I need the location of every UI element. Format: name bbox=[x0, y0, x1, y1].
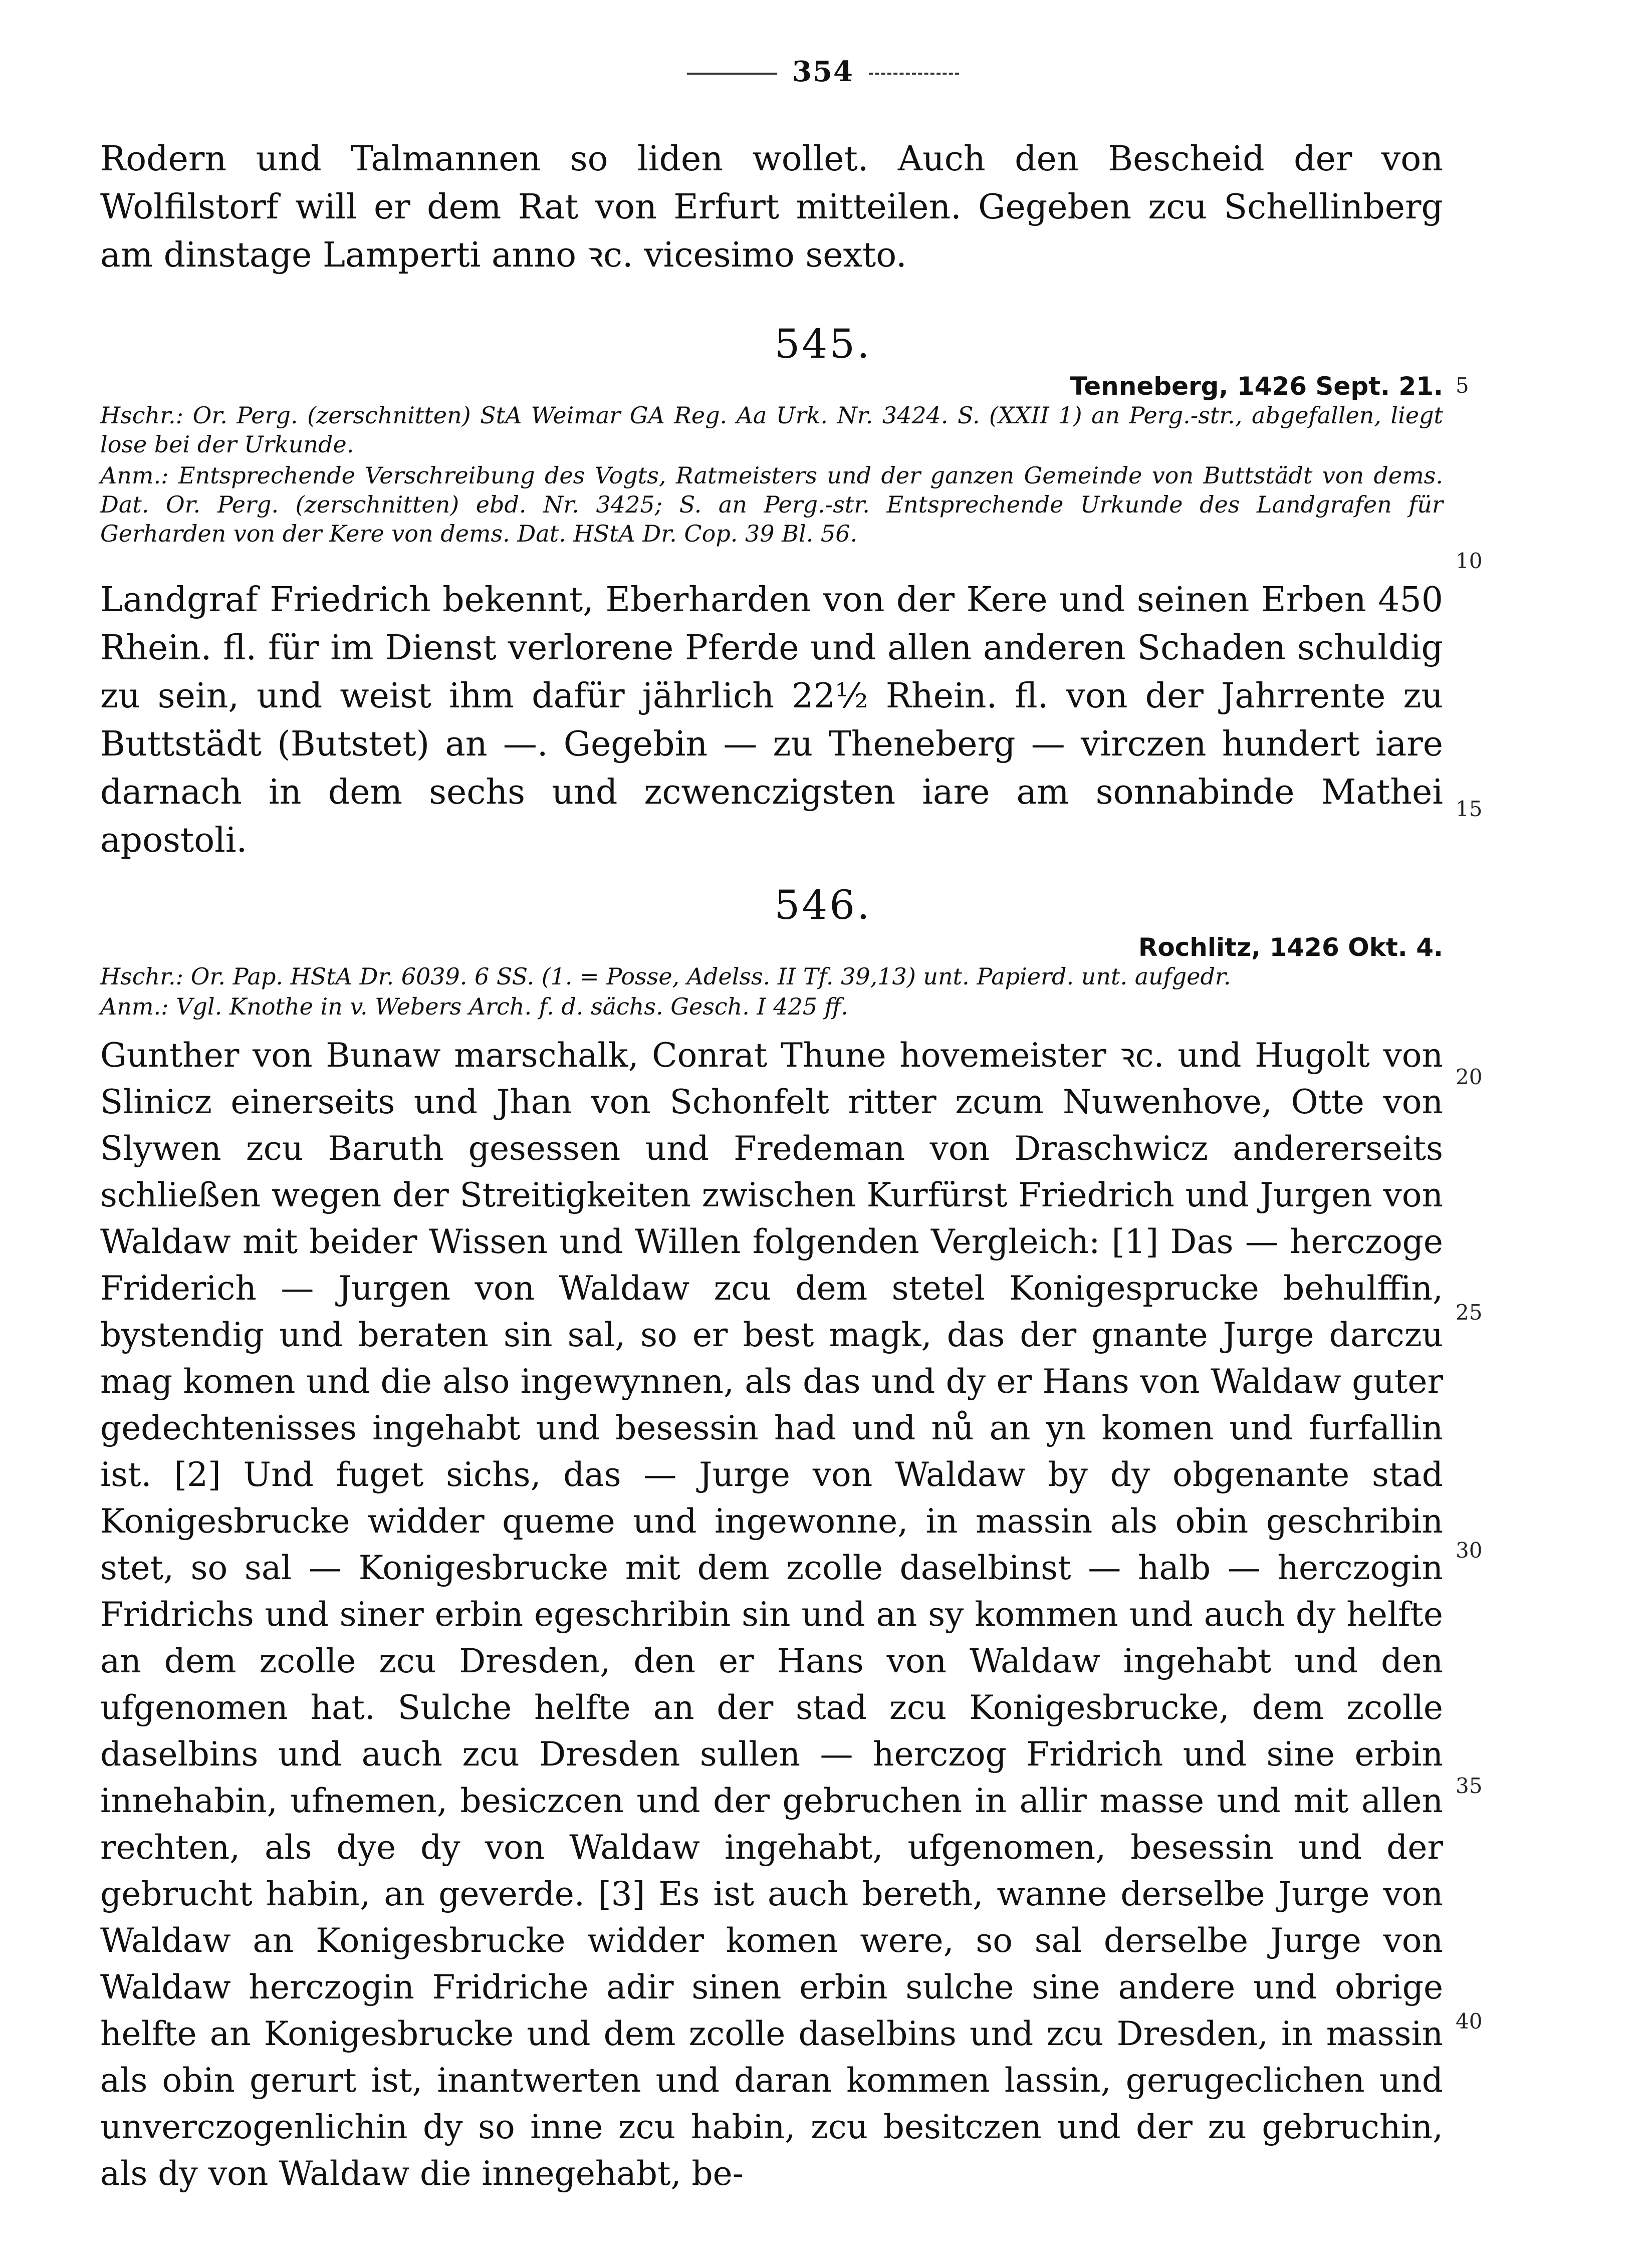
entry-546-number: 546. bbox=[774, 882, 872, 928]
page-header bbox=[0, 55, 1646, 88]
line-number-15: 15 bbox=[1456, 797, 1483, 821]
line-number-20: 20 bbox=[1456, 1065, 1483, 1089]
entry-546-hschr: Hschr.: Or. Pap. HStA Dr. 6039. 6 SS. (1. = Posse, Adelss. II Tf. 39,13) unt. Papierd. unt. aufgedr. bbox=[100, 963, 1231, 990]
line-number-25: 25 bbox=[1456, 1300, 1483, 1325]
line-number-5: 5 bbox=[1456, 373, 1469, 398]
entry-546-text: Gunther von Bunaw marschalk, Conrat Thune hovemeister ꝛc. und Hugolt von Slinicz einerseits und Jhan von Schonfelt ritter zcum Nuwenhove, Otte von Slywen zcu Baruth gesessen und Fredeman von Draschwicz andererseits schließen wegen der Streitigkeiten zwischen Kurfürst Friedrich und Jurgen von Waldaw mit beider Wissen und Willen folgenden Vergleich: [1] Das — herczoge Friderich — Jurgen von Waldaw zcu dem stetel Konigesprucke behulffin, bystendig und beraten sin sal, so er best magk, das der gnante Jurge darczu mag komen und die also ingewynnen, als das und dy er Hans von Waldaw guter gedechtenisses ingehabt und besessin had und nů an yn komen und furfallin ist. [2] Und fuget sichs, das — Jurge von Waldaw by dy obgenante stad Konigesbrucke widder queme und ingewonne, in massin als obin geschribin stet, so sal — Konigesbrucke mit dem zcolle daselbinst — halb — herczogin Fridrichs und siner erbin egeschribin sin und an sy kommen und auch dy helfte an dem zcolle zcu Dresden, den er Hans von Waldaw ingehabt und den ufgenomen hat. Sulche helfte an der stad zcu Konigesbrucke, dem zcolle daselbins und auch zcu Dresden sullen — herczog Fridrich und sine erbin innehabin, ufnemen, besiczcen und der gebruchen in allir masse und mit allen rechten, als dye dy von Waldaw ingehabt, ufgenomen, besessin und der gebrucht habin, an geverde. [3] Es ist auch bereth, wanne derselbe Jurge von Waldaw an Konigesbrucke widder komen were, so sal derselbe Jurge von Waldaw herczogin Fridriche adir sinen erbin sulche sine andere und obrige helfte an Konigesbrucke und dem zcolle daselbins und zcu Dresden, in massin als obin gerurt ist, inantwerten und daran kommen lassin, gerugeclichen und unverczogenlichin dy so inne zcu habin, zcu besitczen und der zu gebruchin, als dy von Waldaw die innegehabt, be- bbox=[100, 1036, 1443, 2193]
entry-545-dateline: Tenneberg, 1426 Sept. 21. bbox=[1070, 372, 1443, 401]
line-number-30: 30 bbox=[1456, 1538, 1483, 1563]
entry-545-hschr: Hschr.: Or. Perg. (zerschnitten) StA Weimar GA Reg. Aa Urk. Nr. 3424. S. (XXII 1) an Perg.-str., abgefallen, liegt lose bei der Urkunde. bbox=[100, 402, 1443, 458]
entry-546-dateline: Rochlitz, 1426 Okt. 4. bbox=[1138, 933, 1443, 962]
line-number-40: 40 bbox=[1456, 2009, 1483, 2034]
header-rule-left bbox=[687, 73, 777, 75]
entry-545-anm: Anm.: Entsprechende Verschreibung des Vogts, Ratmeisters und der ganzen Gemeinde von Buttstädt von dems. Dat. Or. Perg. (zerschnitten) ebd. Nr. 3425; S. an Perg.-str. Entsprechende Urkunde des Landgrafen für Gerharden von der Kere von dems. Dat. HStA Dr. Cop. 39 Bl. 56. bbox=[100, 462, 1443, 547]
line-number-35: 35 bbox=[1456, 1774, 1483, 1798]
continuation-text: Rodern und Talmannen so liden wollet. Auch den Bescheid der von Wolfilstorf will er dem Rat von Erfurt mitteilen. Gegeben zcu Schellinberg am dinstage Lamperti anno ꝛc. vicesimo sexto. bbox=[100, 139, 1443, 275]
page-number: 354 bbox=[792, 55, 854, 88]
line-number-10: 10 bbox=[1456, 549, 1483, 573]
header-rule-right bbox=[869, 73, 959, 75]
entry-545-number: 545. bbox=[774, 321, 872, 367]
entry-545-text: Landgraf Friedrich bekennt, Eberharden von der Kere und seinen Erben 450 Rhein. fl. für im Dienst verlorene Pferde und allen anderen Schaden schuldig zu sein, und weist ihm dafür jährlich 22½ Rhein. fl. von der Jahrrente zu Buttstädt (Butstet) an —. Gegebin — zu Theneberg — virczen hundert iare darnach in dem sechs und zcwenczigsten iare am sonnabinde Mathei apostoli. bbox=[100, 580, 1443, 860]
entry-546-anm: Anm.: Vgl. Knothe in v. Webers Arch. f. d. sächs. Gesch. I 425 ff. bbox=[100, 993, 848, 1020]
